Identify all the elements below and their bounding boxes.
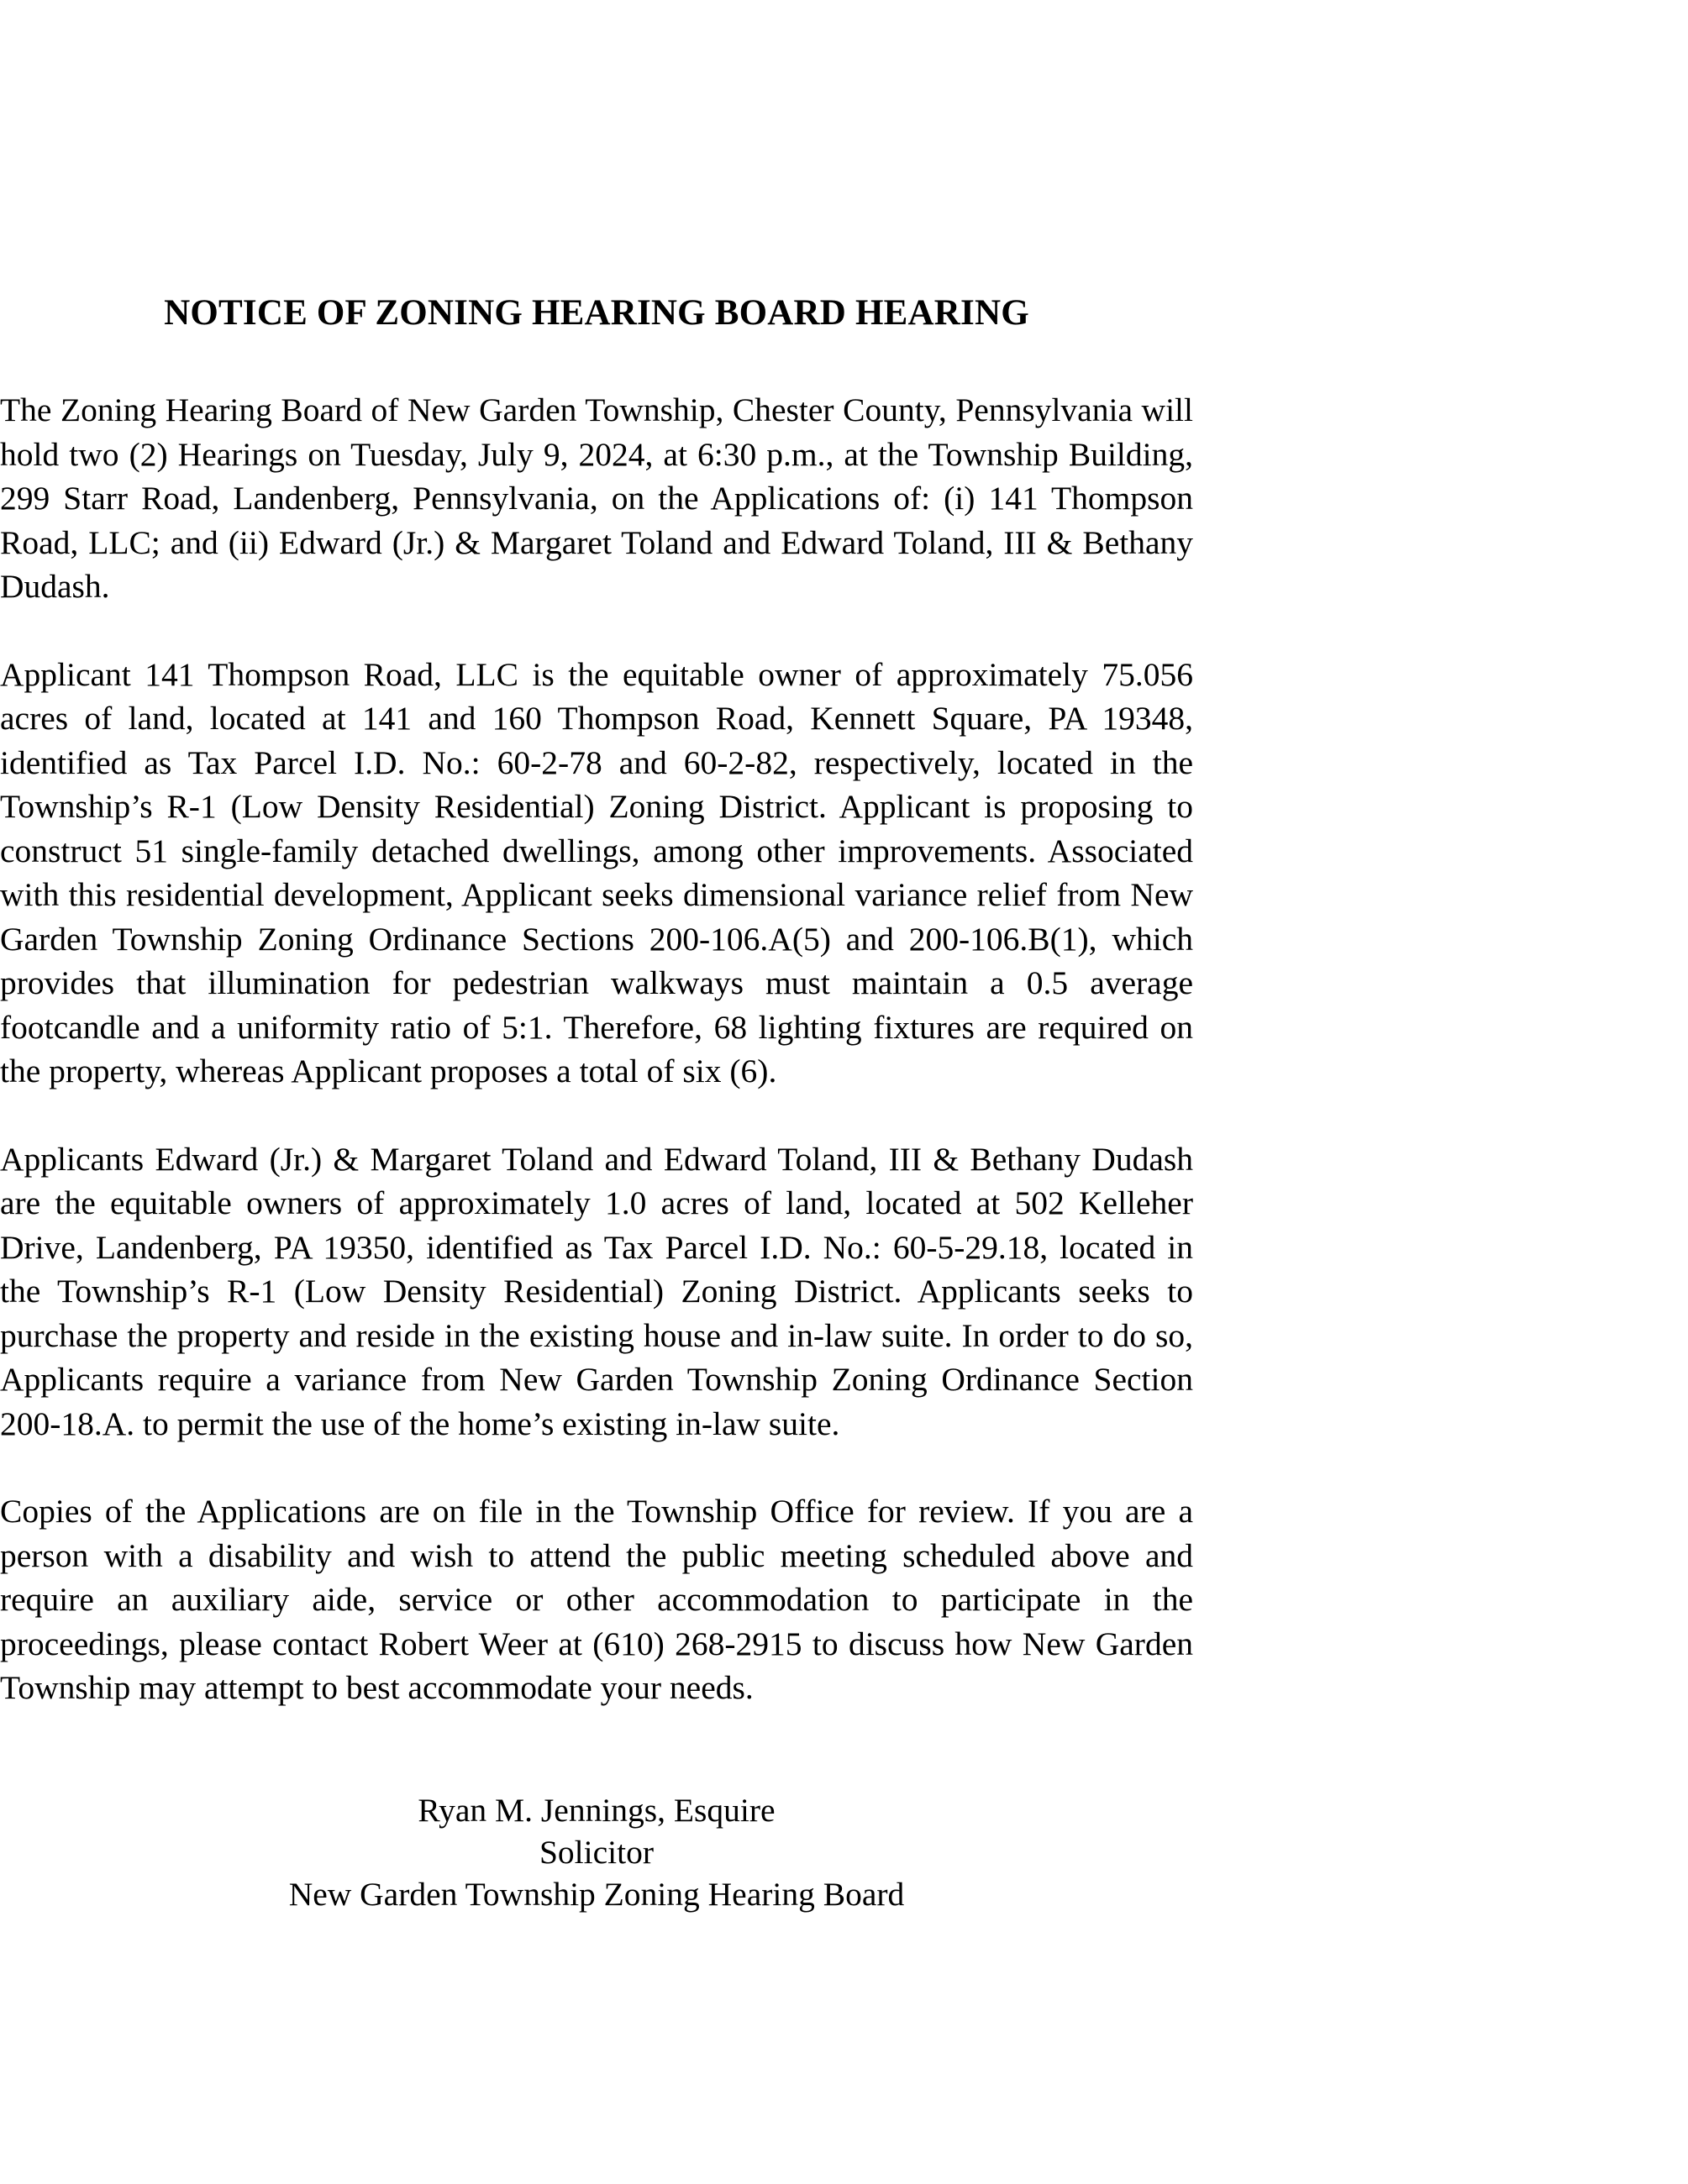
signatory-name: Ryan M. Jennings, Esquire — [418, 1792, 776, 1829]
paragraph-applicants-toland-dudash: Applicants Edward (Jr.) & Margaret Toland and Edward Toland, III & Bethany Dudash are the equitable owners of approximately 1.0 acres of land, located at 502 Kelleher Drive, Landenberg, PA 19350, identified as Tax Parcel I.D. No.: 60-5-29.18, located in the Township’s R-1 (Low Density Residential) Zoning District. Applicants seeks to purchase the property and reside in the existing house and in-law suite. In order to do so, Applicants require a variance from New Garden Township Zoning Ordinance Section 200-18.A. to permit the use of the home’s existing in-law suite. — [0, 1140, 1193, 1442]
paragraph-hearing-notice: The Zoning Hearing Board of New Garden Township, Chester County, Pennsylvania will hold two (2) Hearings on Tuesday, July 9, 2024, at 6:30 p.m., at the Township Building, 299 Starr Road, Landenberg, Pennsylvania, on the Applications of: (i) 141 Thompson Road, LLC; and (ii) Edward (Jr.) & Margaret Toland and Edward Toland, III & Bethany Dudash. — [0, 391, 1193, 605]
signatory-role: Solicitor — [539, 1834, 655, 1871]
document-body — [0, 388, 1193, 1710]
paragraph-applications-on-file: Copies of the Applications are on file in the Township Office for review. If you are a person with a disability and wish to attend the public meeting scheduled above and require an auxiliary aide, service or other accommodation to participate in the proceedings, please contact Robert Weer at (610) 268-2915 to discuss how New Garden Township may attempt to best accommodate your needs. — [0, 1493, 1193, 1706]
page-title: NOTICE OF ZONING HEARING BOARD HEARING — [164, 293, 1029, 333]
signatory-organization: New Garden Township Zoning Hearing Board — [288, 1876, 905, 1913]
signature-block — [0, 1789, 1193, 1915]
paragraph-applicant-thompson-road: Applicant 141 Thompson Road, LLC is the equitable owner of approximately 75.056 acres of land, located at 141 and 160 Thompson Road, Kennett Square, PA 19348, identified as Tax Parcel I.D. No.: 60-2-78 and 60-2-82, respectively, located in the Township’s R-1 (Low Density Residential) Zoning District. Applicant is proposing to construct 51 single-family detached dwellings, among other improvements. Associated with this residential development, Applicant seeks dimensional variance relief from New Garden Township Zoning Ordinance Sections 200-106.A(5) and 200-106.B(1), which provides that illumination for pedestrian walkways must maintain a 0.5 average footcandle and a uniformity ratio of 5:1. Therefore, 68 lighting fixtures are required on the property, whereas Applicant proposes a total of six (6). — [0, 655, 1193, 1089]
